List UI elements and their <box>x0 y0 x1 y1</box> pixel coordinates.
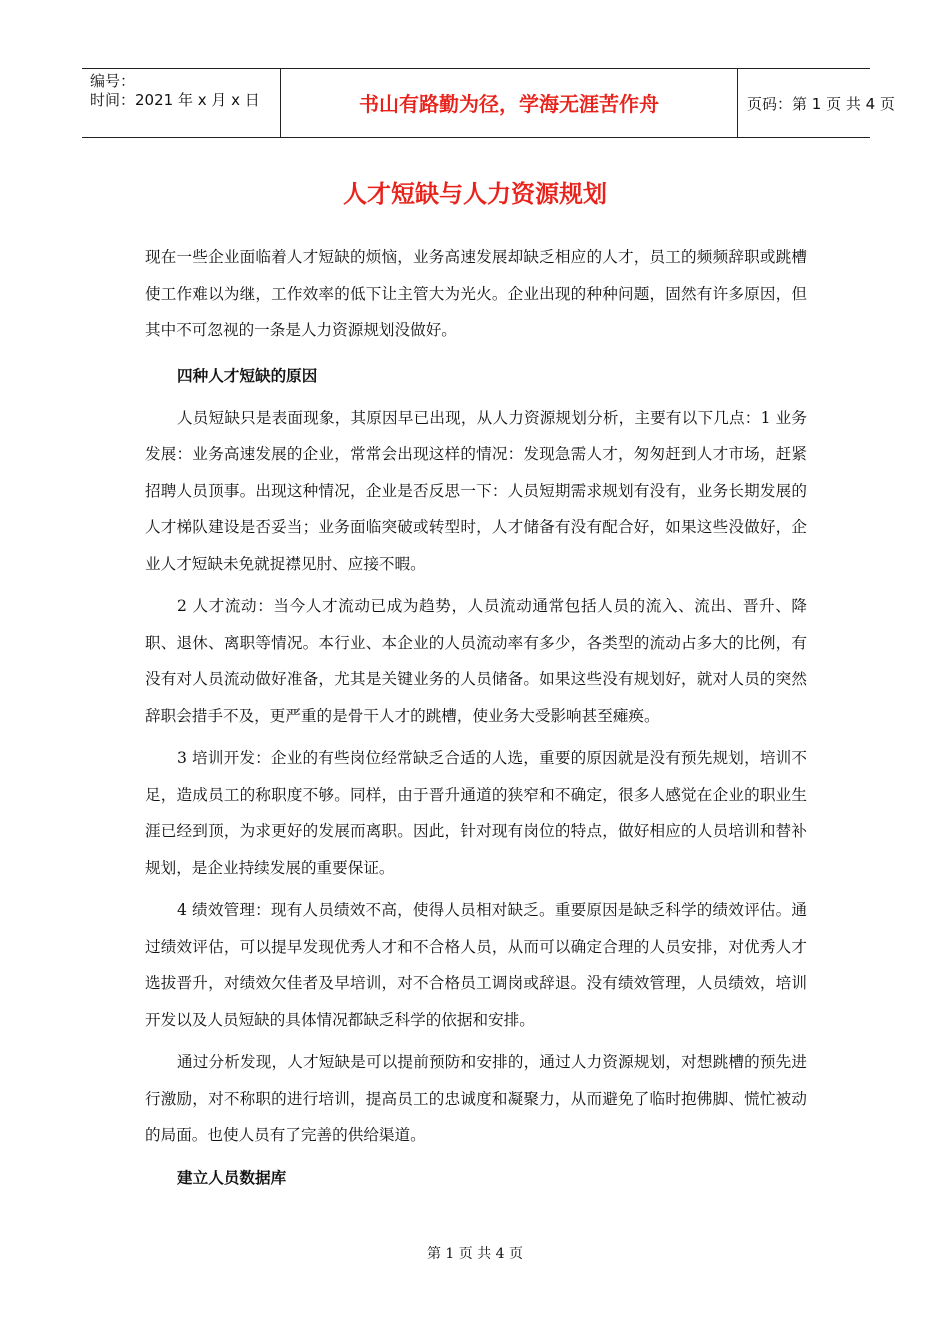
body-paragraph: 3 培训开发：企业的有些岗位经常缺乏合适的人选，重要的原因就是没有预先规划，培训不足，造成员工的称职度不够。同样，由于晋升通道的狭窄和不确定，很多人感觉在企业的职业生涯已经到顶，为求更好的发展而离职。因此，针对现有岗位的特点，做好相应的人员培训和替补规划，是企业持续发展的重要保证。 <box>145 749 807 877</box>
document-body <box>145 239 807 1202</box>
header-motto-cell <box>280 69 738 137</box>
header-page-cell <box>737 69 895 137</box>
body-paragraph: 人员短缺只是表面现象，其原因早已出现，从人力资源规划分析，主要有以下几点：1 业务发展：业务高速发展的企业，常常会出现这样的情况：发现急需人才，匆匆赶到人才市场，赶紧招聘人员顶事。出现这种情况，企业是否反思一下：人员短期需求规划有没有，业务长期发展的人才梯队建设是否妥当；业务面临突破或转型时，人才储备有没有配合好，如果这些没做好，企业人才短缺未免就捉襟见肘、应接不暇。 <box>145 408 807 573</box>
header-meta-cell <box>82 69 280 137</box>
document-header <box>82 68 895 138</box>
document-date: 时间：2021 年 x 月 x 日 <box>90 91 260 109</box>
header-page-info: 页码：第 1 页 共 4 页 <box>747 95 895 113</box>
document-title: 人才短缺与人力资源规划 <box>343 179 607 208</box>
document-number-label: 编号： <box>90 72 136 90</box>
section-heading-database: 建立人员数据库 <box>177 1167 287 1187</box>
body-paragraph: 通过分析发现，人才短缺是可以提前预防和安排的，通过人力资源规划，对想跳槽的预先进行激励，对不称职的进行培训，提高员工的忠诚度和凝聚力，从而避免了临时抱佛脚、慌忙被动的局面。也使人员有了完善的供给渠道。 <box>145 1053 807 1144</box>
body-paragraph: 4 绩效管理：现有人员绩效不高，使得人员相对缺乏。重要原因是缺乏科学的绩效评估。通过绩效评估，可以提早发现优秀人才和不合格人员，从而可以确定合理的人员安排，对优秀人才选拔晋升，对绩效欠佳者及早培训，对不合格员工调岗或辞退。没有绩效管理，人员绩效，培训开发以及人员短缺的具体情况都缺乏科学的依据和安排。 <box>145 901 807 1029</box>
header-motto: 书山有路勤为径，学海无涯苦作舟 <box>359 92 659 116</box>
section-heading-causes: 四种人才短缺的原因 <box>177 365 318 385</box>
body-paragraph: 2 人才流动：当今人才流动已成为趋势，人员流动通常包括人员的流入、流出、晋升、降职、退休、离职等情况。本行业、本企业的人员流动率有多少，各类型的流动占多大的比例，有没有对人员流动做好准备，尤其是关键业务的人员储备。如果这些没有规划好，就对人员的突然辞职会措手不及，更严重的是骨干人才的跳槽，使业务大受影响甚至瘫痪。 <box>145 597 807 725</box>
page-footer: 第 1 页 共 4 页 <box>426 1246 524 1262</box>
intro-paragraph: 现在一些企业面临着人才短缺的烦恼，业务高速发展却缺乏相应的人才，员工的频频辞职或跳槽使工作难以为继，工作效率的低下让主管大为光火。企业出现的种种问题，固然有许多原因，但其中不可忽视的一条是人力资源规划没做好。 <box>145 248 807 339</box>
